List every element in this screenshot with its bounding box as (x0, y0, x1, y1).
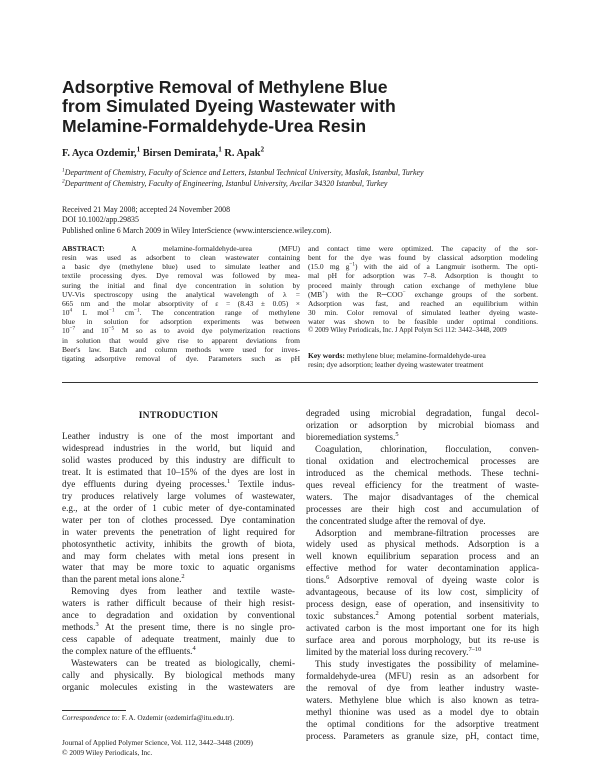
footnote-divider (62, 710, 126, 711)
body-line: tional oxidation and electrochemical processes are (306, 455, 539, 466)
author-name: F. Ayca Ozdemir, (62, 148, 137, 159)
keywords-label: Key words: (308, 351, 345, 360)
abstract-right (308, 244, 538, 336)
body-line: process. Parameters as granule size, pH, contact time, (306, 730, 539, 741)
footnote-label: Correspondence to: (62, 713, 120, 722)
body-line: limited by the material loss during recovery.$^{7-10}$ (306, 646, 482, 658)
body-line: methods.$^3$ At the present time, there is no single pro- (62, 621, 295, 633)
body-line: formaldehyde-urea (MFU) resin as an adsorbent for (306, 670, 539, 681)
abstract-text: Adsorption was fast, and reached an equilibrium within (308, 298, 538, 308)
abstract-text: resin was used as adsorbent to clean wastewater containing (62, 253, 300, 263)
body-line: waters. The major disadvantages of the chemical (306, 491, 539, 502)
abstract-text: water was shown to be feasible under optimal conditions. (308, 317, 538, 327)
received-line: Received 21 May 2008; accepted 24 November 2008 (62, 205, 231, 214)
affil-mark: 2 (62, 178, 65, 185)
body-line: well known equilibrium separation process and an (306, 551, 539, 562)
body-line: water per ton of clothes processed. Dye contamination (62, 514, 295, 525)
affiliations (62, 168, 532, 190)
abstract-left (62, 244, 300, 363)
body-column-right (306, 408, 539, 743)
author-affil-mark: 2 (260, 145, 265, 154)
body-line: than the parent metal ions alone.$^2$ (62, 573, 185, 585)
body-line: ance to degradation and oxidation by conventional (62, 610, 295, 621)
body-line: orization or adsorption by microbial biomass and (306, 419, 539, 430)
abstract-text: (15.0 mg $g^{-1}$) with the aid of a Langmuir isotherm. The opti- (308, 261, 538, 272)
body-line: solid wastes produced by this industry are difficult to (62, 454, 295, 465)
affil-mark: 1 (62, 167, 65, 174)
abstract-text: UV-Vis spectroscopy using the analytical wavelength of λ = (62, 289, 300, 299)
body-line: ques reveal efficiency for the treatment of waste- (306, 479, 539, 490)
author-name: Birsen Demirata, (140, 148, 219, 159)
body-column-left (62, 431, 295, 694)
correspondence-footnote (62, 713, 234, 722)
body-line: widely used as physical methods. Adsorption is a (306, 539, 539, 550)
body-line: methyl thionine was used as a model dye to obtain (306, 706, 539, 717)
body-line: Adsorption and membrane-filtration processes are (315, 527, 539, 538)
body-line: Coagulation, chlorination, flocculation, conven- (315, 443, 539, 454)
body-line: This study investigates the possibility of melamine- (315, 659, 539, 670)
body-line: the optimal conditions for the adsorptive treatment (306, 718, 539, 729)
footnote-text: F. A. Ozdemir (ozdemirfa@itu.edu.tr). (119, 713, 235, 722)
body-line: the removal of dye from leather industry waste- (306, 682, 539, 693)
body-line: dye effluents during dyeing processes.$^1$ Textile indus- (62, 477, 295, 489)
abstract-text: blue in solution for adsorption experiments was between (62, 317, 300, 327)
body-line: waters is rather difficult because of their high resist- (62, 598, 295, 609)
body-line: e.g., at the order of 1 cubic meter of dye-contaminated (62, 502, 295, 513)
journal-info (62, 738, 253, 757)
affiliation (62, 168, 532, 179)
body-line: cess capable of adequate treatment, mainly due to (62, 634, 295, 645)
abstract-text: and contact time were optimized. The capacity of the sor- (308, 244, 538, 253)
abstract-text: 665 nm and the molar absorptivity of ε = (8.43 ± 0.05) × (62, 298, 300, 308)
body-line: advantageous, because of its low cost, simplicity of (306, 587, 539, 598)
author-affil-mark: 1 (218, 145, 222, 154)
keywords-text: methylene blue; melamine-formaldehyde-urea (344, 351, 486, 360)
journal-copyright: © 2009 Wiley Periodicals, Inc. (62, 747, 153, 757)
body-line: processes are their high cost and accumulation of (306, 503, 539, 514)
abstract-text: in solution that would give rise to apparent deviations from (62, 335, 300, 345)
abstract-text: $10^{-7}$ and $10^{-5}$ M so as to avoid dye polymerization reactions (62, 325, 300, 336)
author-name: R. Apak (221, 148, 261, 159)
body-line: bioremediation systems.$^5$ (306, 430, 399, 442)
title-line: Adsorptive Removal of Methylene Blue (62, 77, 388, 97)
abstract-text: (MB+) with the R─COO− exchange groups of the sorbent. (308, 289, 538, 299)
body-line: degraded using microbial degradation, fungal decol- (306, 408, 539, 418)
abstract-text: A melamine-formaldehyde-urea (MFU) (131, 244, 301, 253)
abstract-text: proceed mainly through cation exchange of methylene blue (308, 280, 538, 290)
abstract-text: tigating adsorptive removal of dye. Parameters such as pH (62, 353, 300, 363)
abstract-text: $10^4$ L mol$^{-1}$ $cm^{-1}$. The concentration range of methylene (62, 307, 300, 318)
body-line: treat. It is estimated that 10–15% of the dyes are lost in (62, 466, 295, 477)
abstract-label: ABSTRACT: (62, 244, 105, 253)
body-line: Leather industry is one of the most important and (62, 431, 295, 441)
keywords (308, 351, 538, 369)
author-affil-mark: 1 (136, 145, 141, 154)
affiliation (62, 179, 532, 190)
abstract-text: bent for the dye was found by classical adsorption modeling (308, 253, 538, 263)
published-line: Published online 6 March 2009 in Wiley InterScience (www.interscience.wiley.com). (62, 225, 332, 235)
abstract-text: mal pH for adsorption was 7–8. Adsorption is thought to (308, 271, 538, 281)
abstract-text: a basic dye (methylene blue) used to simulate leather and (62, 262, 300, 272)
body-line: cally and physically. By biological methods many (62, 670, 295, 681)
body-line: water that may be more toxic to aquatic organisms (62, 562, 295, 573)
body-line: in water prevents the penetration of light required for (62, 526, 295, 537)
doi-line: DOI 10.1002/app.29835 (62, 215, 139, 225)
publication-dates (62, 205, 331, 236)
section-divider (62, 382, 538, 383)
body-line: introduced as the chemical methods. These techni- (306, 467, 539, 478)
affil-text: Department of Chemistry, Faculty of Science and Letters, Istanbul Technical University, Maslak, Istanbul, Turkey (64, 168, 424, 177)
body-line: process design, ease of operation, and insensitivity to (306, 599, 539, 610)
abstract-citation: © 2009 Wiley Periodicals, Inc. J Appl Polym Sci 112: 3442–3448, 2009 (308, 327, 507, 335)
body-line: tions.$^6$ Adsorptive removal of dyeing waste color is (306, 574, 539, 586)
keywords-text: resin; dye adsorption; leather dyeing wastewater treatment (308, 360, 484, 370)
body-line: organic molecules existing in the wastewaters are (62, 682, 295, 693)
body-line: the complex nature of the effluents.$^4$ (62, 645, 196, 657)
affil-text: Department of Chemistry, Faculty of Engineering, Istanbul University, Avcilar 34320 Istanbul, Turkey (64, 178, 388, 188)
body-line: effective method for water decontamination applica- (306, 563, 539, 574)
body-line: widespread industries in the world, but liquid and (62, 442, 295, 453)
author-list (62, 145, 265, 159)
abstract-text: 30 min. Color removal of simulated leather dyeing waste- (308, 308, 538, 318)
abstract-text: textile processing dyes. Dye removal was followed by mea- (62, 271, 300, 281)
abstract-text: suring the initial and final dye concentration in solution by (62, 280, 300, 290)
section-heading: INTRODUCTION (138, 411, 219, 421)
title-line: from Simulated Dyeing Wastewater with (62, 96, 396, 117)
title-line: Melamine-Formaldehyde-Urea Resin (62, 115, 367, 136)
body-line: try produces relatively large volumes of wastewater, (62, 490, 295, 501)
abstract-text: Beer's law. Batch and column methods were used for inves- (62, 344, 300, 354)
body-line: and may form chelates with metal ions present in (62, 550, 295, 561)
body-line: toxic substances.$^2$ Among potential sorbent materials, (306, 610, 539, 622)
journal-citation: Journal of Applied Polymer Science, Vol. 112, 3442–3448 (2009) (62, 738, 253, 747)
body-line: the concentrated sludge after the removal of dye. (306, 515, 486, 526)
body-line: activated carbon is the most important one for its high (306, 623, 539, 634)
body-line: waters. Methylene blue which is also known as tetra- (306, 694, 539, 705)
body-line: photosynthetic activity, inhibits the growth of biota, (62, 538, 295, 549)
article-title (62, 78, 532, 136)
body-line: Removing dyes from leather and textile waste- (71, 586, 295, 597)
body-line: surface area and porous morphology, but its re-use is (306, 635, 539, 646)
body-line: Wastewaters can be treated as biologically, chemi- (71, 658, 295, 669)
